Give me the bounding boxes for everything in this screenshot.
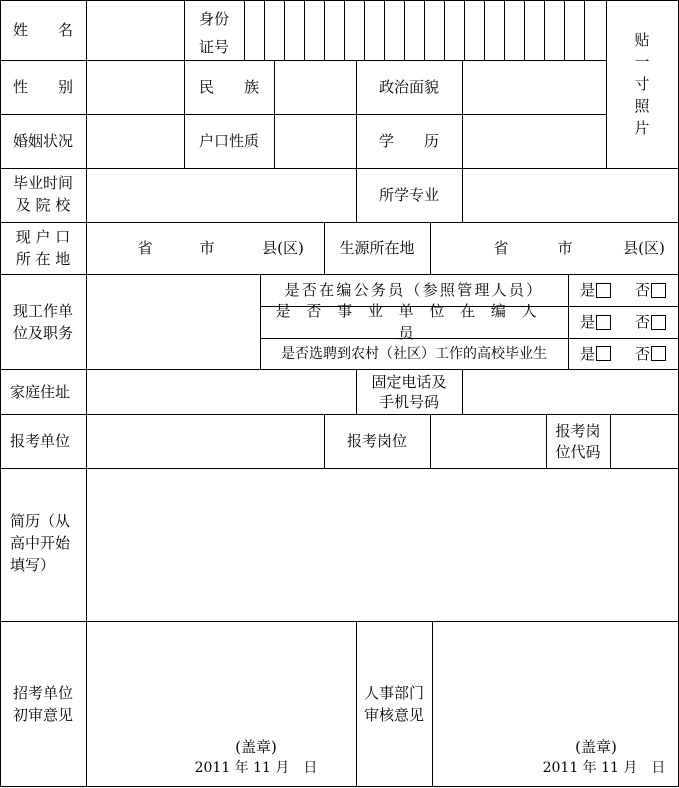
hukou-type-label: 户口性质 xyxy=(198,132,259,150)
job-label-line2: 位及职务 xyxy=(12,324,73,342)
resume-label: 简历（从高中开始填写） xyxy=(10,512,71,574)
q2-text: 是否事业单位在编人员 xyxy=(275,302,553,342)
rural-graduate-yes-checkbox[interactable]: 是 xyxy=(580,343,611,365)
job-field[interactable] xyxy=(87,275,260,369)
institution-staff-yes-checkbox[interactable]: 是 xyxy=(580,311,611,333)
phone-field[interactable] xyxy=(463,370,678,414)
education-field[interactable] xyxy=(463,115,606,168)
gender-label: 性 别 xyxy=(12,78,73,96)
major-label: 所学专业 xyxy=(378,186,439,204)
origin-province-label: 省 xyxy=(493,239,509,257)
origin-county-label: 县(区) xyxy=(623,239,665,257)
hr-opinion-label-line1: 人事部门 xyxy=(363,684,424,702)
post-code-field[interactable] xyxy=(611,415,678,468)
rural-graduate-question: 是否选聘到农村（社区）工作的高校毕业生 xyxy=(281,345,547,362)
hr-seal: (盖章) xyxy=(575,738,617,756)
job-label-line1: 现工作单 xyxy=(12,302,73,320)
unit-seal: (盖章) xyxy=(235,738,277,756)
marital-status-field[interactable] xyxy=(87,115,184,168)
civil-servant-question: 是否在编公务员（参照管理人员） xyxy=(284,281,544,299)
name-label: 姓 名 xyxy=(12,21,73,39)
hukou-county-label: 县(区) xyxy=(262,239,304,257)
unit-opinion-field[interactable] xyxy=(87,622,356,737)
marital-status-label: 婚姻状况 xyxy=(12,132,73,150)
graduation-label-line1: 毕业时间 xyxy=(12,174,73,192)
unit-opinion-label-line2: 初审意见 xyxy=(12,706,73,724)
institution-staff-question xyxy=(268,302,560,342)
hr-date: 2011 年 11 月 日 xyxy=(542,760,666,776)
apply-unit-label: 报考单位 xyxy=(10,432,71,450)
name-field[interactable] xyxy=(87,1,184,60)
political-status-label: 政治面貌 xyxy=(378,78,439,96)
gender-field[interactable] xyxy=(87,61,184,114)
ethnicity-label: 民 族 xyxy=(198,78,259,96)
hukou-location-label-line2: 所 在 地 xyxy=(15,250,71,268)
photo-placeholder: 贴 一 寸 照 片 xyxy=(634,31,650,137)
resume-field[interactable] xyxy=(87,469,678,621)
id-number-field[interactable] xyxy=(245,1,606,60)
civil-servant-yes-checkbox[interactable]: 是 xyxy=(580,279,611,301)
id-label-line1: 身份 xyxy=(198,10,229,28)
phone-label-line2: 手机号码 xyxy=(378,393,439,411)
id-label-line2: 证号 xyxy=(198,38,229,56)
phone-label-line1: 固定电话及 xyxy=(371,373,447,391)
origin-city-label: 市 xyxy=(557,239,573,257)
rural-graduate-no-checkbox[interactable]: 否 xyxy=(635,343,666,365)
address-field[interactable] xyxy=(87,370,356,414)
apply-post-label: 报考岗位 xyxy=(346,432,407,450)
major-field[interactable] xyxy=(463,169,678,222)
graduation-field[interactable] xyxy=(87,169,356,222)
institution-staff-options xyxy=(568,306,678,338)
hukou-city-label: 市 xyxy=(199,239,215,257)
post-code-label-line1: 报考岗 xyxy=(555,421,601,440)
address-label: 家庭住址 xyxy=(10,382,71,401)
education-label: 学 历 xyxy=(378,132,439,150)
hukou-province-label: 省 xyxy=(137,239,153,257)
hr-opinion-label-line2: 审核意见 xyxy=(363,706,424,724)
rural-graduate-options xyxy=(568,338,678,369)
institution-staff-no-checkbox[interactable]: 否 xyxy=(635,311,666,333)
hukou-location-label-line1: 现 户 口 xyxy=(15,228,71,246)
ethnicity-field[interactable] xyxy=(275,61,356,114)
apply-post-field[interactable] xyxy=(431,415,546,468)
civil-servant-options xyxy=(568,274,678,306)
graduation-label-line2: 及 院 校 xyxy=(15,196,71,214)
political-status-field[interactable] xyxy=(463,61,606,114)
hukou-type-field[interactable] xyxy=(275,115,356,168)
unit-date: 2011 年 11 月 日 xyxy=(194,760,318,776)
origin-label: 生源所在地 xyxy=(339,239,415,257)
hr-opinion-field[interactable] xyxy=(433,622,678,737)
post-code-label-line2: 位代码 xyxy=(555,442,601,461)
apply-unit-field[interactable] xyxy=(87,415,324,468)
civil-servant-no-checkbox[interactable]: 否 xyxy=(635,279,666,301)
unit-opinion-label-line1: 招考单位 xyxy=(12,684,73,702)
